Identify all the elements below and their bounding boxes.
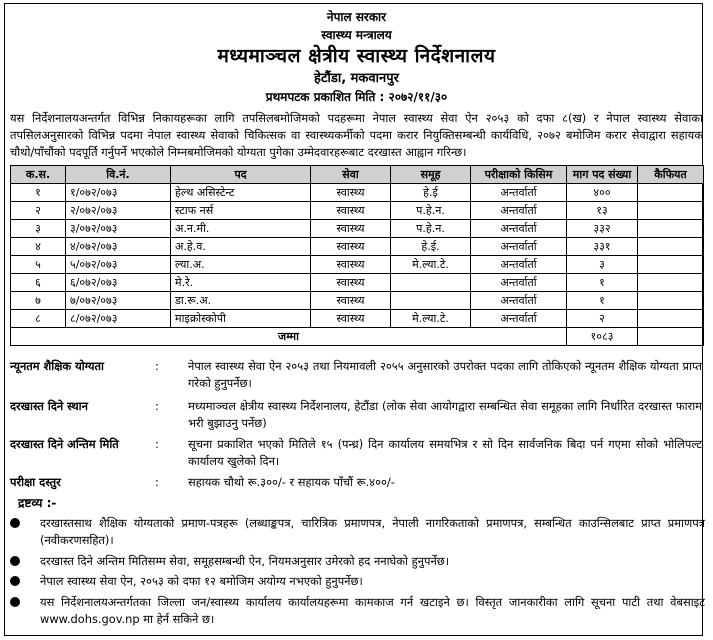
cell-post: अ.हे.व. bbox=[171, 238, 311, 256]
info-deadline bbox=[10, 436, 703, 470]
total-value: १०८३ bbox=[567, 328, 638, 346]
cell-adv-no: ३/०७२/०७३ bbox=[66, 220, 171, 238]
col-header-adv-no: वि.नं. bbox=[66, 166, 171, 184]
info-colon: : bbox=[155, 359, 159, 373]
table-row bbox=[11, 184, 704, 202]
table-row bbox=[11, 292, 704, 310]
publish-date: प्रथमपटक प्रकाशित मिति : २०७२/११/३० bbox=[265, 90, 448, 104]
cell-exam-type: अन्तर्वार्ता bbox=[471, 292, 567, 310]
posts-table bbox=[10, 165, 704, 346]
info-colon: : bbox=[155, 437, 159, 451]
cell-adv-no: २/०७२/०७३ bbox=[66, 202, 171, 220]
info-exam-fee bbox=[10, 474, 703, 491]
note-text: दरखास्त दिने अन्तिम मितिसम्म सेवा, समूहसम्बन्धी ऐन, नियमअनुसार उमेरको हद ननाघेको हुनुपर्नेछ। bbox=[40, 554, 450, 568]
col-header-sn: क.स. bbox=[11, 166, 66, 184]
cell-adv-no: ८/०७२/०७३ bbox=[66, 310, 171, 328]
cell-exam-type: अन्तर्वार्ता bbox=[471, 202, 567, 220]
cell-group bbox=[391, 292, 471, 310]
note-item bbox=[10, 515, 703, 549]
info-qualification bbox=[10, 358, 703, 392]
cell-sn: ६ bbox=[11, 274, 66, 292]
cell-group: हे.ई. bbox=[391, 238, 471, 256]
cell-post: माइक्रोस्कोपी bbox=[171, 310, 311, 328]
info-label: दरखास्त दिने अन्तिम मिति bbox=[10, 437, 119, 451]
note-item bbox=[10, 553, 703, 570]
cell-sn: ८ bbox=[11, 310, 66, 328]
intro-paragraph: यस निर्देशनालयअन्तर्गत विभिन्न निकायहरूका लागि तपसिलबमोजिमको पदहरूमा नेपाल स्वास्थ्य सेवा ऐन २०५३ को दफा ८(ख) र नेपाल स्वास्थ्य सेवाका तपसिलअनुसारको विभिन्न पदमा नेपाल स्वास्थ्य सेवाको चिकित्सक वा स्वास्थ्यकर्मीको पदमा करार नियुक्तिसम्बन्धी कार्यविधि, २०७२ बमोजिम करार सेवाद्वारा सहायक चौथो/पाँचौंको पदपूर्ति गर्नुपर्ने भएकोले निम्नबमोजिमको योग्यता पुगेका उम्मेदवारहरूबाट दरखास्त आह्वान गरिन्छ। bbox=[10, 111, 703, 159]
table-row bbox=[11, 310, 704, 328]
cell-group: प.हे.न. bbox=[391, 220, 471, 238]
cell-group bbox=[391, 274, 471, 292]
cell-post: डा.रू.अ. bbox=[171, 292, 311, 310]
note-item bbox=[10, 594, 703, 628]
col-header-post: पद bbox=[171, 166, 311, 184]
col-header-exam-type: परीक्षाको किसिम bbox=[471, 166, 567, 184]
total-remarks bbox=[638, 328, 704, 346]
table-row bbox=[11, 274, 704, 292]
col-header-group: समूह bbox=[391, 166, 471, 184]
table-row bbox=[11, 256, 704, 274]
table-row bbox=[11, 202, 704, 220]
location-title: हेटौंडा, मकवानपुर bbox=[314, 71, 399, 86]
cell-adv-no: ६/०७२/०७३ bbox=[66, 274, 171, 292]
cell-service: स्वास्थ्य bbox=[311, 184, 391, 202]
cell-post: अ.न.मी. bbox=[171, 220, 311, 238]
cell-sn: ७ bbox=[11, 292, 66, 310]
col-header-service: सेवा bbox=[311, 166, 391, 184]
info-value: मध्यमाञ्चल क्षेत्रीय स्वास्थ्य निर्देशनालय, हेटौंडा (लोक सेवा आयोगद्वारा सम्बन्धित सेवा समूहका लागि निर्धारित दरखास्त फाराम भरी बुझाउनु पर्नेछ) bbox=[188, 399, 702, 430]
col-header-remarks: कैफियत bbox=[638, 166, 704, 184]
cell-sn: ५ bbox=[11, 256, 66, 274]
bullet-icon bbox=[10, 556, 20, 566]
cell-post: हेल्थ असिस्टेन्ट bbox=[171, 184, 311, 202]
cell-service: स्वास्थ्य bbox=[311, 202, 391, 220]
cell-demand: २ bbox=[567, 310, 638, 328]
note-item bbox=[10, 573, 703, 590]
cell-sn: १ bbox=[11, 184, 66, 202]
cell-exam-type: अन्तर्वार्ता bbox=[471, 256, 567, 274]
cell-service: स्वास्थ्य bbox=[311, 238, 391, 256]
cell-exam-type: अन्तर्वार्ता bbox=[471, 220, 567, 238]
info-colon: : bbox=[155, 475, 159, 489]
table-header-row bbox=[11, 166, 704, 184]
cell-exam-type: अन्तर्वार्ता bbox=[471, 184, 567, 202]
cell-remarks bbox=[638, 184, 704, 202]
cell-sn: ४ bbox=[11, 238, 66, 256]
cell-service: स्वास्थ्य bbox=[311, 274, 391, 292]
info-label: न्यूनतम शैक्षिक योग्यता bbox=[10, 359, 104, 373]
bullet-icon bbox=[10, 597, 20, 607]
info-application-place bbox=[10, 398, 703, 432]
cell-remarks bbox=[638, 220, 704, 238]
cell-remarks bbox=[638, 292, 704, 310]
cell-remarks bbox=[638, 202, 704, 220]
info-colon: : bbox=[155, 399, 159, 413]
table-total-row bbox=[11, 328, 704, 346]
col-header-demand: माग पद संख्या bbox=[567, 166, 638, 184]
info-value: सूचना प्रकाशित भएको मितिले १५ (पन्ध्र) दिन कार्यालय समयभित्र र सो दिन सार्वजनिक बिदा पर्न गएमा सोको भोलिपल्ट कार्यालय खुलेको दिन। bbox=[188, 437, 702, 468]
cell-remarks bbox=[638, 238, 704, 256]
bullet-icon bbox=[10, 576, 20, 586]
cell-service: स्वास्थ्य bbox=[311, 220, 391, 238]
gov-title: नेपाल सरकार bbox=[326, 10, 387, 24]
cell-remarks bbox=[638, 256, 704, 274]
cell-demand: १३ bbox=[567, 202, 638, 220]
cell-adv-no: ७/०७२/०७३ bbox=[66, 292, 171, 310]
cell-service: स्वास्थ्य bbox=[311, 310, 391, 328]
note-text: दरखास्तसाथ शैक्षिक योग्यताको प्रमाण-पत्रहरू (लब्धाङ्कपत्र, चारित्रिक प्रमाणपत्र, नेपाली नागरिकताको प्रमाणपत्र, सम्बन्धित काउन्सिलबाट प्राप्त प्रमाणपत्र (नवीकरणसहित)। bbox=[40, 516, 705, 547]
cell-sn: ३ bbox=[11, 220, 66, 238]
cell-service: स्वास्थ्य bbox=[311, 256, 391, 274]
cell-exam-type: अन्तर्वार्ता bbox=[471, 274, 567, 292]
cell-demand: १ bbox=[567, 292, 638, 310]
cell-post: ल्या.अ. bbox=[171, 256, 311, 274]
cell-group: मे.ल्या.टे. bbox=[391, 256, 471, 274]
cell-remarks bbox=[638, 274, 704, 292]
info-label: दरखास्त दिने स्थान bbox=[10, 399, 88, 413]
table-row bbox=[11, 220, 704, 238]
cell-adv-no: ४/०७२/०७३ bbox=[66, 238, 171, 256]
cell-service: स्वास्थ्य bbox=[311, 292, 391, 310]
info-value: नेपाल स्वास्थ्य सेवा ऐन २०५३ तथा नियमावली २०५५ अनुसारको उपरोक्त पदका लागि तोकिएको न्यूनतम शैक्षिक योग्यता प्राप्त गरेको हुनुपर्नेछ। bbox=[188, 359, 702, 390]
cell-demand: ४०० bbox=[567, 184, 638, 202]
bullet-icon bbox=[10, 518, 20, 528]
info-value: सहायक चौथो रू.३००/- र सहायक पाँचौं रू.४००/- bbox=[188, 475, 395, 489]
cell-post: मे.रे. bbox=[171, 274, 311, 292]
cell-demand: ३३१ bbox=[567, 238, 638, 256]
cell-demand: ३३२ bbox=[567, 220, 638, 238]
ministry-title: स्वास्थ्य मन्त्रालय bbox=[321, 28, 392, 42]
cell-adv-no: १/०७२/०७३ bbox=[66, 184, 171, 202]
cell-exam-type: अन्तर्वार्ता bbox=[471, 310, 567, 328]
total-label: जम्मा bbox=[11, 328, 567, 346]
table-row bbox=[11, 238, 704, 256]
cell-group: प.हे.न. bbox=[391, 202, 471, 220]
cell-remarks bbox=[638, 310, 704, 328]
cell-group: मे.ल्या.टे. bbox=[391, 310, 471, 328]
cell-adv-no: ५/०७२/०७३ bbox=[66, 256, 171, 274]
cell-post: स्टाफ नर्स bbox=[171, 202, 311, 220]
notes-title: द्रष्टव्य :- bbox=[18, 496, 57, 510]
cell-sn: २ bbox=[11, 202, 66, 220]
cell-demand: १ bbox=[567, 274, 638, 292]
info-label: परीक्षा दस्तुर bbox=[10, 475, 61, 489]
note-text: नेपाल स्वास्थ्य सेवा ऐन, २०५३ को दफा १२ बमोजिम अयोग्य नभएको हुनुपर्नेछ। bbox=[40, 574, 363, 588]
note-text: यस निर्देशनालयअन्तर्गतका जिल्ला जन/स्वास्थ्य कार्यालय कार्यालयहरूमा कामकाज गर्न खटाइने छ। विस्तृत जानकारीका लागि सूचना पाटी तथा वेबसाइट www.dohs.gov.np मा हेर्न सकिने छ। bbox=[40, 595, 705, 626]
cell-exam-type: अन्तर्वार्ता bbox=[471, 238, 567, 256]
directorate-title: मध्यमाञ्चल क्षेत्रीय स्वास्थ्य निर्देशनालय bbox=[217, 45, 496, 67]
cell-group: हे.ई bbox=[391, 184, 471, 202]
cell-demand: ३ bbox=[567, 256, 638, 274]
